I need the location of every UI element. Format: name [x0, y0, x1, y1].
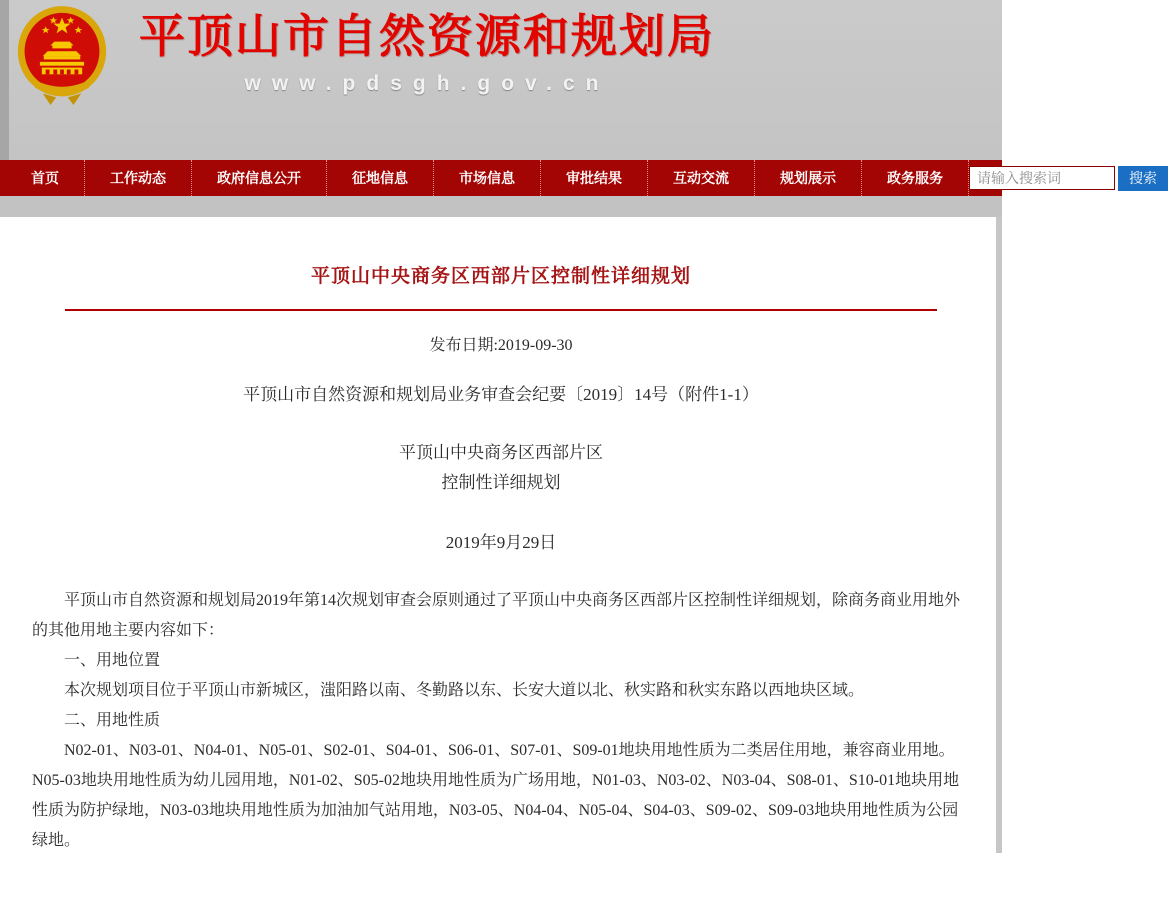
- doc-number-line: 平顶山市自然资源和规划局业务审查会纪要〔2019〕14号（附件1-1）: [243, 385, 759, 404]
- main-nav: [0, 160, 1157, 196]
- article-paragraph: 本次规划项目位于平顶山市新城区，滍阳路以南、冬勤路以东、长安大道以北、秋实路和秋实东路以西地块区域。: [64, 682, 865, 699]
- nav-list: [6, 160, 969, 196]
- search-button[interactable]: 搜索: [1118, 166, 1168, 191]
- search-box: [969, 166, 1168, 191]
- nav-item[interactable]: 工作动态: [85, 160, 192, 196]
- nav-item[interactable]: 审批结果: [541, 160, 648, 196]
- nav-item[interactable]: 规划展示: [755, 160, 862, 196]
- article-paragraph: N02-01、N03-01、N04-01、N05-01、S02-01、S04-01、S06-01、S07-01、S09-01地块用地性质为二类居住用地，兼容商业用地。N05-03地块用地性质为幼儿园用地，N01-02、S05-02地块用地性质为广场用地，N01-03、N03-02、N03-04、S08-01、S10-01地块用地性质为防护绿地，N03-03地块用地性质为加油加气站用地，N03-05、N04-04、N05-04、S04-03、S09-02、S09-03地块用地性质为公园绿地。: [32, 742, 960, 849]
- site-url: www.pdsgh.gov.cn: [244, 72, 610, 95]
- site-banner: [0, 0, 1002, 160]
- title-divider: [65, 309, 937, 311]
- nav-item[interactable]: 市场信息: [434, 160, 541, 196]
- search-input[interactable]: [969, 166, 1115, 190]
- nav-item[interactable]: 政府信息公开: [192, 160, 327, 196]
- site-title: 平顶山市自然资源和规划局: [139, 10, 715, 62]
- article-subtitle-line-2: 控制性详细规划: [441, 473, 561, 492]
- article-title: 平顶山中央商务区西部片区控制性详细规划: [310, 266, 691, 287]
- nav-item[interactable]: 政务服务: [862, 160, 969, 196]
- scrollbar[interactable]: [996, 217, 1002, 853]
- nav-item[interactable]: 互动交流: [648, 160, 755, 196]
- article-paragraph: 二、用地性质: [64, 712, 161, 729]
- article-subtitle: [32, 438, 970, 498]
- article-paragraph: 一、用地位置: [64, 652, 161, 669]
- article: [0, 265, 1002, 901]
- publish-date: 发布日期:2019-09-30: [429, 337, 573, 354]
- article-date: 2019年9月29日: [445, 533, 557, 552]
- nav-item[interactable]: 征地信息: [327, 160, 434, 196]
- article-body: [32, 586, 970, 856]
- nav-item[interactable]: 首页: [6, 160, 85, 196]
- sub-nav-strip: [0, 196, 1002, 217]
- national-emblem-icon: [14, 5, 110, 111]
- article-paragraph: 平顶山市自然资源和规划局2019年第14次规划审查会原则通过了平顶山中央商务区西部片区控制性详细规划，除商务商业用地外的其他用地主要内容如下：: [32, 592, 961, 639]
- article-subtitle-line-1: 平顶山中央商务区西部片区: [399, 443, 603, 462]
